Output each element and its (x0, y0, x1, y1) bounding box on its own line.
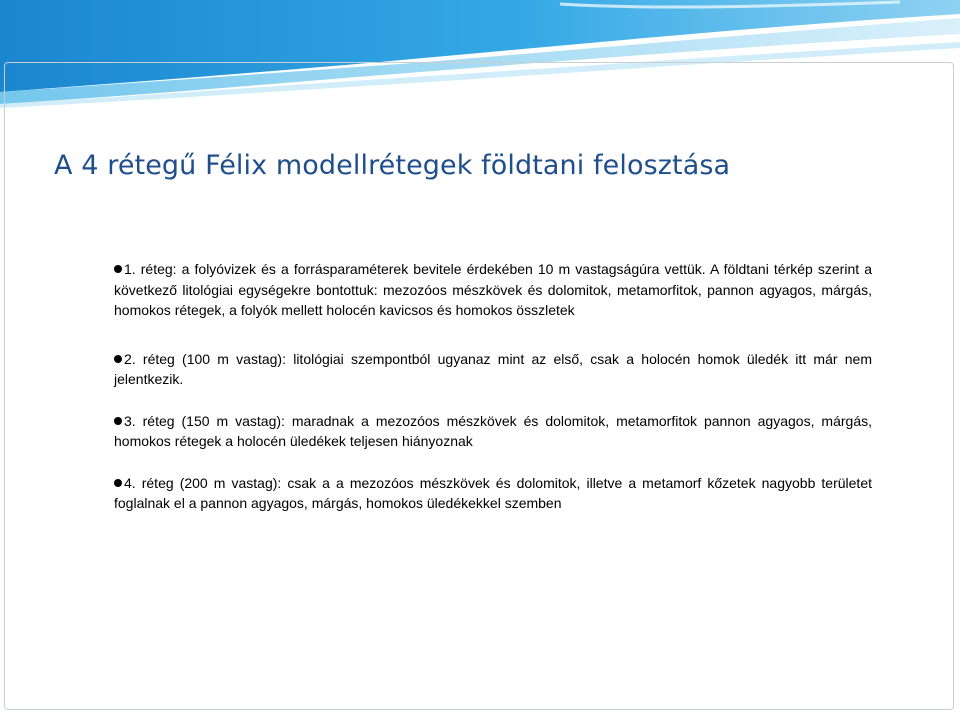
bullet-dot-icon (114, 355, 122, 363)
bullet-paragraph-1 (114, 259, 872, 321)
bullet-paragraph-2 (114, 349, 872, 390)
bullet-text-3: 3. réteg (150 m vastag): maradnak a mezozóos mészkövek és dolomitok, metamorfitok pannon agyagos, márgás, homokos rétegek a holocén üledékek teljesen hiányoznak (114, 412, 872, 449)
bullet-dot-icon (114, 417, 122, 425)
bullet-text-1: 1. réteg: a folyóvizek és a forrásparaméterek bevitele érdekében 10 m vastagságúra vettük. A földtani térkép szerint a következő litológiai egységekre bontottuk: mezozóos mészkövek és dolomitok, metamorfitok, pannon agyagos, márgás, homokos rétegek, a folyók mellett holocén kavicsos és homokos összletek (114, 261, 872, 318)
slide-title: A 4 rétegű Félix modellrétegek földtani felosztása (54, 150, 731, 181)
bullet-text-4: 4. réteg (200 m vastag): csak a a mezozóos mészkövek és dolomitok, illetve a metamorf kőzetek nagyobb területet foglalnak el a pannon agyagos, márgás, homokos üledékekkel szemben (114, 474, 872, 511)
bullet-dot-icon (114, 265, 122, 273)
bullet-paragraph-3 (114, 411, 872, 452)
bullet-dot-icon (114, 479, 122, 487)
bullet-text-2: 2. réteg (100 m vastag): litológiai szempontból ugyanaz mint az első, csak a holocén homok üledék itt már nem jelentkezik. (114, 350, 872, 387)
slide-body (114, 259, 872, 514)
bullet-paragraph-4 (114, 473, 872, 514)
